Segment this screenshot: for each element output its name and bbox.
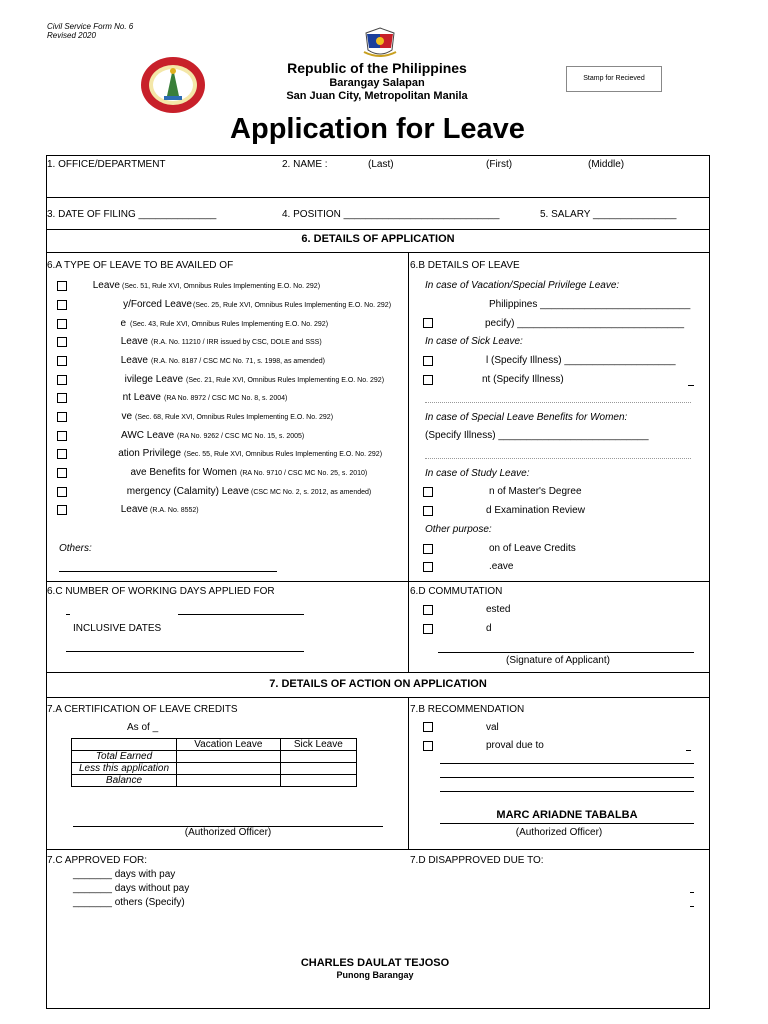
balance-label: Balance (72, 775, 177, 787)
row-divider (46, 581, 710, 582)
working-days-input-line[interactable] (178, 614, 304, 615)
vacation-leave-header: Vacation Leave (177, 739, 281, 751)
not-requested-option: ested (486, 604, 511, 615)
women-illness-option: (Specify Illness) ___________________________ (425, 430, 649, 441)
row-divider (46, 252, 710, 253)
leave-type-label: Leave (120, 355, 148, 366)
leave-type-reference: (Sec. 55, Rule XVI, Omnibus Rules Implementing E.O. No. 292) (184, 451, 383, 458)
leave-type-checkbox[interactable] (57, 300, 67, 310)
terminal-leave-option: .eave (489, 561, 514, 572)
leave-type-label: nt Leave (122, 392, 161, 403)
row-divider (46, 672, 710, 673)
others-specify-line: _______ others (Specify) (73, 897, 185, 908)
leave-type-label: Leave (120, 504, 148, 515)
underscore-mark (690, 906, 694, 907)
vacation-less-cell[interactable] (177, 763, 281, 775)
masters-degree-option: n of Master's Degree (489, 486, 582, 497)
abroad-option: pecify) ______________________________ (485, 318, 685, 329)
leave-type-reference: (Sec. 68, Rule XVI, Omnibus Rules Implementing E.O. No. 292) (135, 414, 334, 421)
sick-total-cell[interactable] (280, 751, 356, 763)
leave-type-reference: (Sec. 43, Rule XVI, Omnibus Rules Implementing E.O. No. 292) (130, 321, 329, 328)
leave-type-checkbox[interactable] (57, 412, 67, 422)
section-6b-heading: 6.B DETAILS OF LEAVE (410, 260, 520, 271)
barangay-seal-logo (140, 56, 206, 114)
leave-type-label: ation Privilege (118, 448, 181, 459)
monetization-option: on of Leave Credits (489, 543, 576, 554)
punong-barangay-title: Punong Barangay (336, 970, 414, 980)
leave-type-reference: (Sec. 25, Rule XVI, Omnibus Rules Implementing E.O. No. 292) (193, 302, 392, 309)
section-6d-heading: 6.D COMMUTATION (410, 586, 503, 597)
office-label: 1. OFFICE/DEPARTMENT (47, 159, 166, 170)
women-illness-input-line[interactable] (425, 458, 691, 459)
leave-type-label: AWC Leave (121, 430, 174, 441)
reason-input-line[interactable] (440, 777, 694, 778)
women-case-heading: In case of Special Leave Benefits for Women: (425, 412, 628, 423)
vacation-case-heading: In case of Vacation/Special Privilege Leave: (425, 280, 620, 291)
inclusive-dates-input-line[interactable] (66, 651, 304, 652)
inclusive-dates-label: INCLUSIVE DATES (73, 623, 162, 634)
sick-less-cell[interactable] (280, 763, 356, 775)
leave-type-reference: (RA No. 9710 / CSC MC No. 25, s. 2010) (240, 470, 368, 477)
leave-type-reference: (RA No. 8972 / CSC MC No. 8, s. 2004) (164, 395, 288, 402)
bar-review-checkbox[interactable] (423, 506, 433, 516)
less-application-label: Less this application (72, 763, 177, 775)
column-divider (408, 252, 409, 672)
leave-type-checkbox[interactable] (57, 505, 67, 515)
leave-type-label: Leave (120, 336, 148, 347)
section-7d-heading: 7.D DISAPPROVED DUE TO: (410, 855, 544, 866)
sick-balance-cell[interactable] (280, 775, 356, 787)
leave-type-label: ave Benefits for Women (130, 467, 237, 478)
name-middle-label: (Middle) (588, 159, 625, 170)
leave-type-reference: (R.A. No. 11210 / IRR issued by CSC, DOLE and SSS) (151, 339, 322, 346)
name-first-label: (First) (486, 159, 513, 170)
leave-type-checkbox[interactable] (57, 281, 67, 291)
row-divider (46, 697, 710, 698)
recommending-signature-line[interactable] (440, 823, 694, 824)
leave-type-checkbox[interactable] (57, 375, 67, 385)
date-of-filing-label: 3. DATE OF FILING ______________ (47, 209, 217, 220)
leave-type-reference: (R.A. No. 8187 / CSC MC No. 71, s. 1998, as amended) (151, 358, 325, 365)
underscore-mark (66, 614, 70, 615)
column-divider (408, 697, 409, 849)
row-divider (46, 849, 710, 850)
others-label: Others: (59, 543, 92, 554)
punong-barangay-name: CHARLES DAULAT TEJOSO (300, 957, 450, 969)
for-disapproval-checkbox[interactable] (423, 741, 433, 751)
position-label: 4. POSITION ____________________________ (282, 209, 500, 220)
applicant-signature-label: (Signature of Applicant) (506, 655, 610, 666)
section-7b-heading: 7.B RECOMMENDATION (410, 704, 525, 715)
row-divider (46, 197, 710, 198)
underscore-mark (690, 892, 694, 893)
form-number: Civil Service Form No. 6 Revised 2020 (47, 22, 134, 40)
abroad-checkbox[interactable] (423, 318, 433, 328)
out-patient-option: nt (Specify Illness) (482, 374, 564, 385)
vacation-total-cell[interactable] (177, 751, 281, 763)
underscore-mark (688, 385, 694, 386)
applicant-signature-line[interactable] (438, 652, 694, 653)
republic-heading: Republic of the Philippines (287, 60, 467, 76)
section-7-title: 7. DETAILS OF ACTION ON APPLICATION (269, 678, 487, 690)
leave-type-reference: (CSC MC No. 2, s. 2012, as amended) (251, 489, 372, 496)
section-6a-heading: 6.A TYPE OF LEAVE TO BE AVAILED OF (47, 260, 234, 271)
bar-review-option: d Examination Review (486, 505, 585, 516)
leave-type-label: mergency (Calamity) Leave (126, 486, 249, 497)
philippines-seal-logo (360, 26, 400, 60)
form-title: Application for Leave (230, 113, 525, 145)
study-case-heading: In case of Study Leave: (425, 468, 530, 479)
for-approval-option: val (486, 722, 499, 733)
days-without-pay-line: _______ days without pay (73, 883, 190, 894)
vacation-balance-cell[interactable] (177, 775, 281, 787)
leave-type-reference: (RA No. 9262 / CSC MC No. 15, s. 2005) (177, 433, 305, 440)
not-requested-checkbox[interactable] (423, 605, 433, 615)
recommending-officer-label: (Authorized Officer) (515, 827, 603, 838)
sick-case-heading: In case of Sick Leave: (425, 336, 523, 347)
within-philippines-option: Philippines ___________________________ (489, 299, 691, 310)
illness-input-line[interactable] (425, 402, 691, 403)
terminal-leave-checkbox[interactable] (423, 562, 433, 572)
out-patient-checkbox[interactable] (423, 375, 433, 385)
leave-type-label: ve (121, 411, 132, 422)
leave-type-checkbox[interactable] (57, 468, 67, 478)
masters-degree-checkbox[interactable] (423, 487, 433, 497)
other-purpose-heading: Other purpose: (425, 524, 492, 535)
in-hospital-checkbox[interactable] (423, 356, 433, 366)
days-with-pay-line: _______ days with pay (73, 869, 176, 880)
reason-input-line[interactable] (440, 763, 694, 764)
in-hospital-option: l (Specify Illness) ____________________ (486, 355, 676, 366)
leave-type-checkbox[interactable] (57, 431, 67, 441)
section-7a-heading: 7.A CERTIFICATION OF LEAVE CREDITS (47, 704, 238, 715)
leave-type-label: Leave (92, 280, 120, 291)
reason-input-line[interactable] (440, 791, 694, 792)
table-corner-cell (72, 739, 177, 751)
total-earned-label: Total Earned (72, 751, 177, 763)
leave-type-label: y/Forced Leave (123, 299, 192, 310)
for-disapproval-option: proval due to (486, 740, 544, 751)
leave-type-reference: (R.A. No. 8552) (150, 507, 199, 514)
authorized-officer-label: (Authorized Officer) (184, 827, 272, 838)
requested-option: d (486, 623, 492, 634)
section-6c-heading: 6.C NUMBER OF WORKING DAYS APPLIED FOR (47, 586, 275, 597)
section-7c-heading: 7.C APPROVED FOR: (47, 855, 148, 866)
leave-type-checkbox[interactable] (57, 319, 67, 329)
row-divider (46, 229, 710, 230)
underscore-mark (686, 750, 691, 751)
leave-type-reference: (Sec. 21, Rule XVI, Omnibus Rules Implementing E.O. No. 292) (186, 377, 385, 384)
for-approval-checkbox[interactable] (423, 722, 433, 732)
sick-leave-header: Sick Leave (280, 739, 356, 751)
barangay-name: Barangay Salapan (329, 77, 425, 89)
recommending-officer-name: MARC ARIADNE TABALBA (496, 809, 638, 821)
leave-type-checkbox[interactable] (57, 337, 67, 347)
stamp-received-box: Stamp for Recieved (566, 66, 662, 92)
name-last-label: (Last) (368, 159, 394, 170)
leave-type-checkbox[interactable] (57, 487, 67, 497)
leave-type-label: e (120, 318, 126, 329)
leave-type-checkbox[interactable] (57, 449, 67, 459)
leave-type-reference: (Sec. 51, Rule XVI, Omnibus Rules Implementing E.O. No. 292) (122, 283, 321, 290)
section-6-title: 6. DETAILS OF APPLICATION (301, 233, 455, 245)
others-input-line[interactable] (59, 571, 277, 572)
name-label: 2. NAME : (282, 159, 328, 170)
requested-checkbox[interactable] (423, 624, 433, 634)
city-name: San Juan City, Metropolitan Manila (286, 90, 468, 102)
leave-type-label: ivilege Leave (124, 374, 183, 385)
as-of-label: As of _ (127, 722, 159, 733)
leave-type-checkbox[interactable] (57, 393, 67, 403)
leave-credits-table (71, 738, 357, 787)
leave-type-checkbox[interactable] (57, 356, 67, 366)
salary-label: 5. SALARY _______________ (540, 209, 677, 220)
monetization-checkbox[interactable] (423, 544, 433, 554)
